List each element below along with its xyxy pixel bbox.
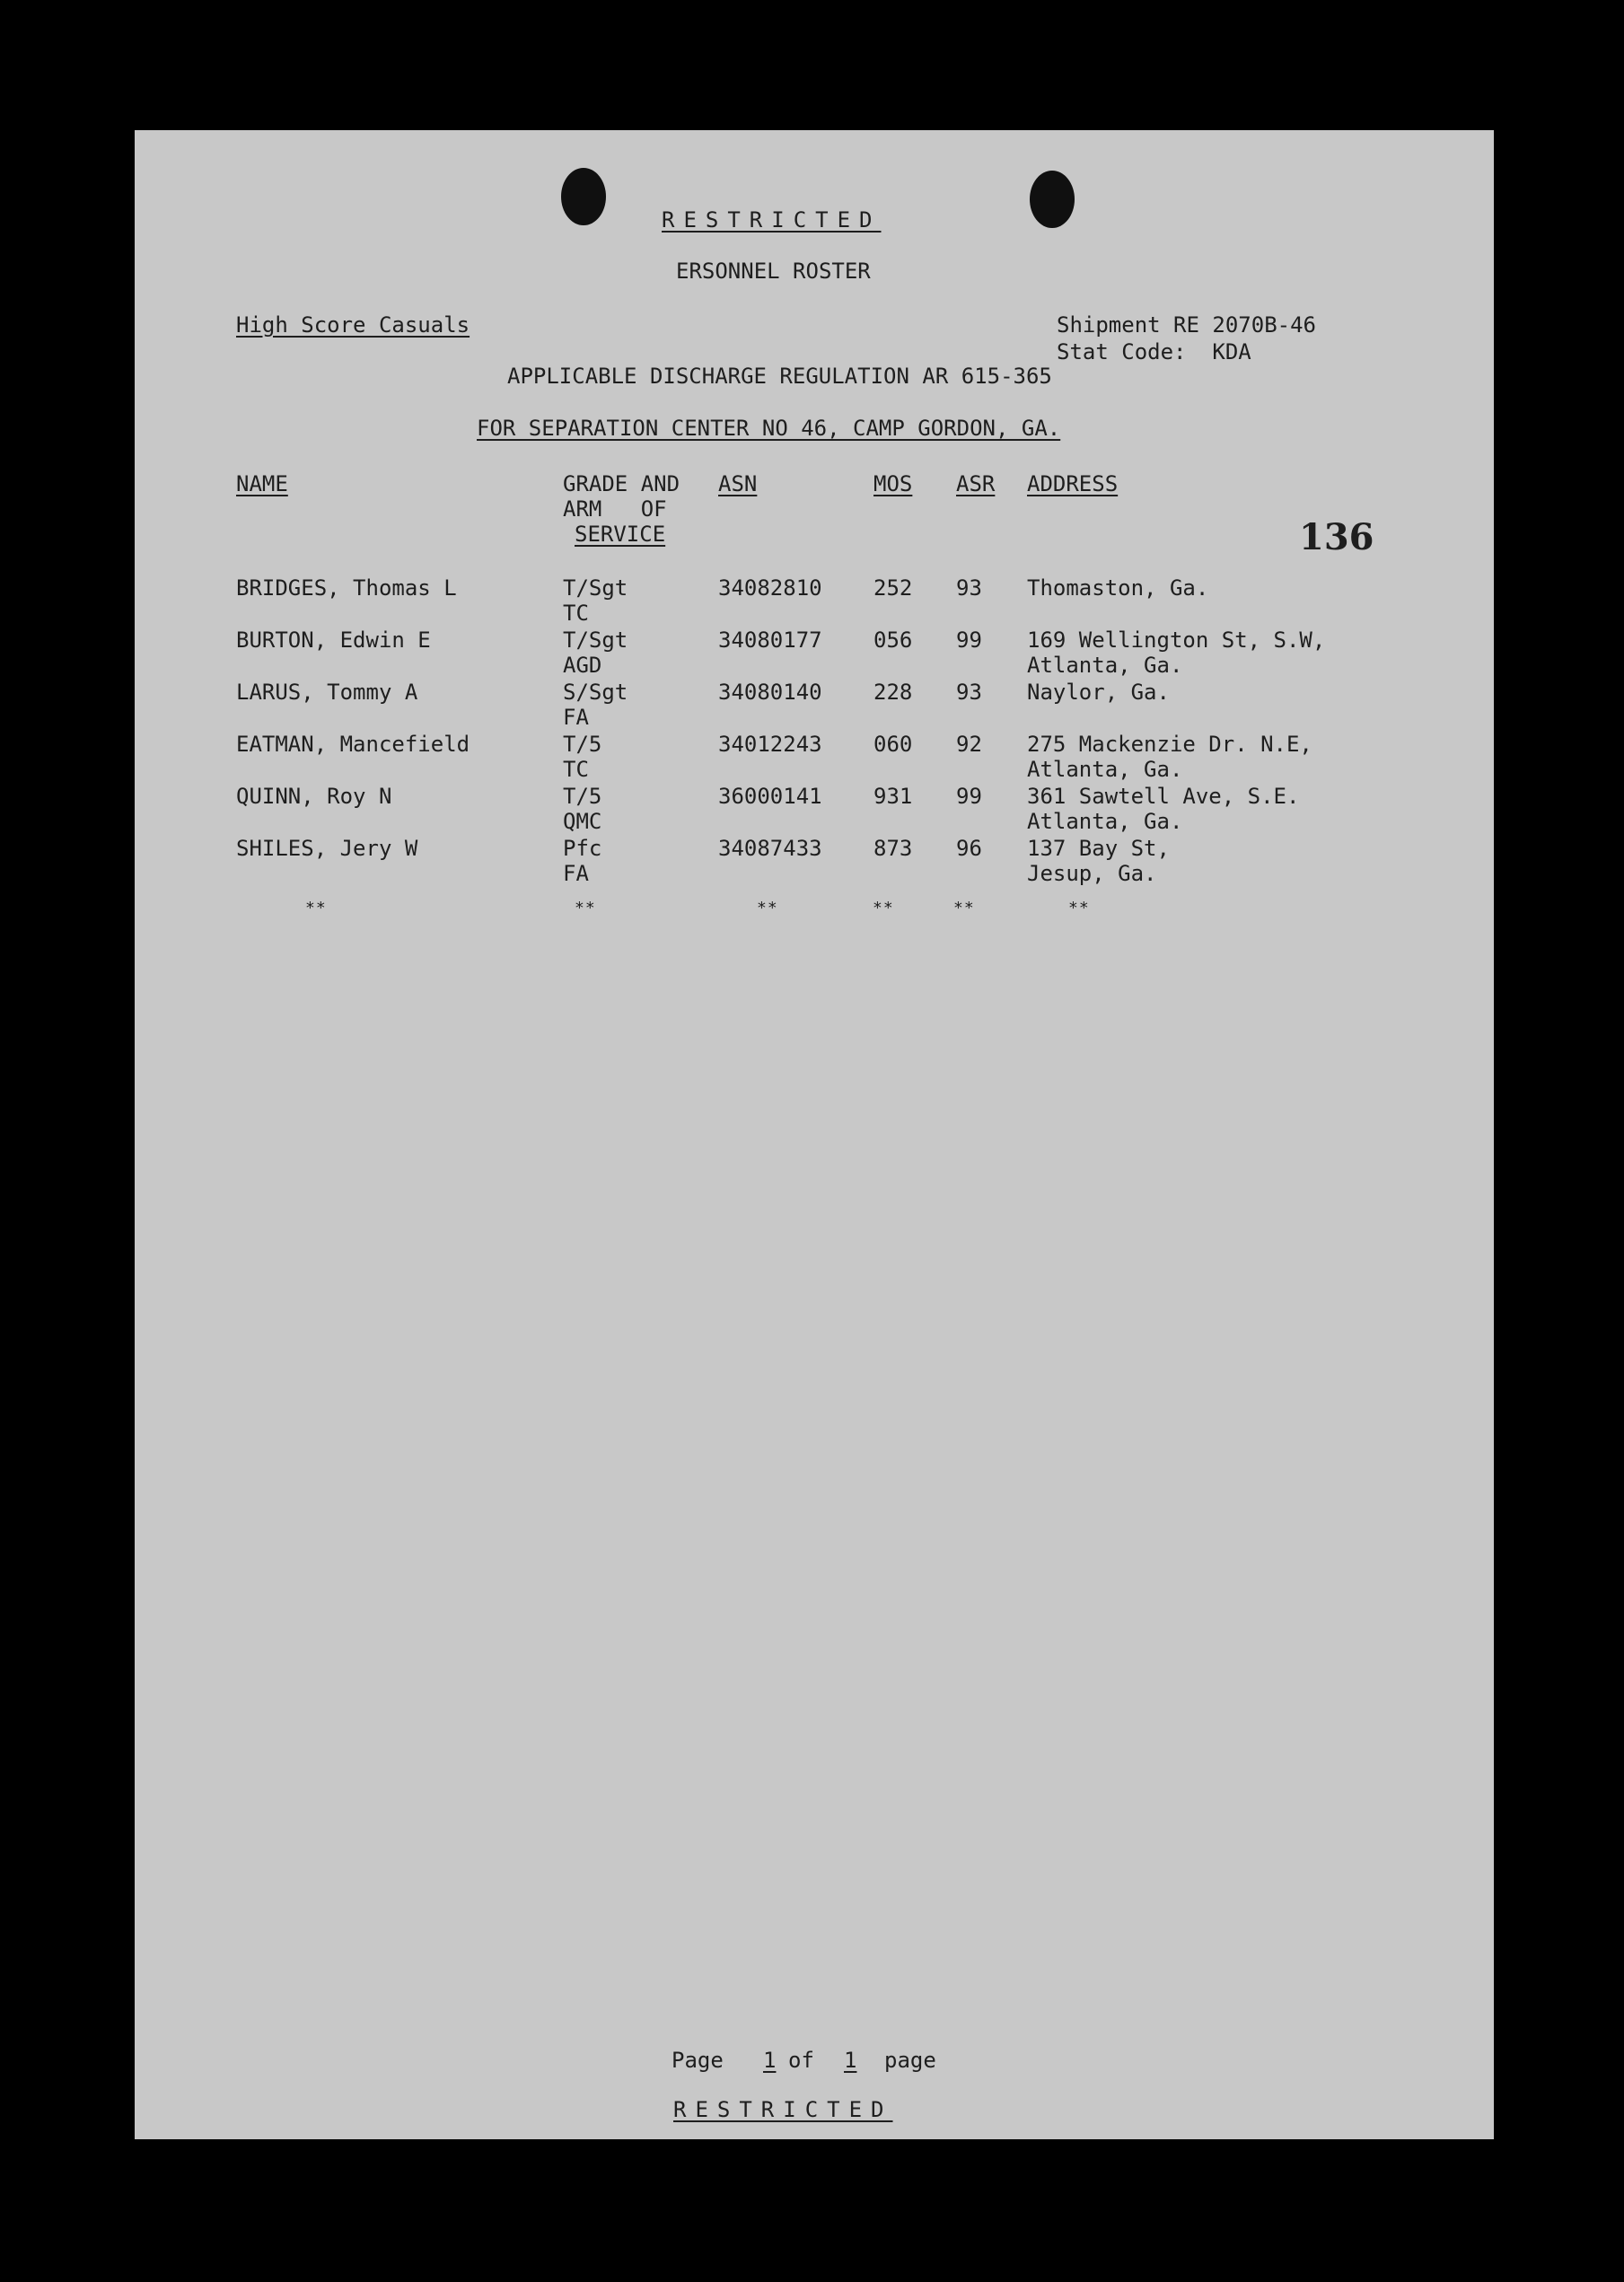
row-address-2: Jesup, Ga. [1027,861,1157,886]
punch-hole-right [1030,171,1075,228]
row-grade: T/5 [563,784,602,809]
end-mark-address: ** [1068,899,1090,917]
row-asn: 34012243 [718,732,822,757]
row-asn: 34080140 [718,680,822,705]
col-asr-header: ASR [956,471,996,496]
document-page [135,130,1494,2139]
col-mos-header: MOS [873,471,913,496]
row-name: EATMAN, Mancefield [236,732,470,757]
end-mark-mos: ** [873,899,894,917]
classification-top: RESTRICTED [662,207,882,233]
row-grade: T/Sgt [563,628,628,653]
end-mark-grade: ** [575,899,596,917]
col-name-header: NAME [236,471,288,496]
row-address-1: 275 Mackenzie Dr. N.E, [1027,732,1312,757]
group-label: High Score Casuals [236,312,470,338]
document-title: ERSONNEL ROSTER [676,259,871,284]
row-name: QUINN, Roy N [236,784,392,809]
row-mos: 252 [873,575,913,601]
row-asn: 34082810 [718,575,822,601]
row-name: BRIDGES, Thomas L [236,575,457,601]
stat-code: Stat Code: KDA [1057,339,1251,364]
page-prefix: Page [672,2048,724,2073]
row-asr: 99 [956,784,982,809]
row-arm: FA [563,861,589,886]
row-address-2: Atlanta, Ga. [1027,809,1183,834]
row-mos: 056 [873,628,913,653]
page-current: 1 [763,2048,777,2073]
row-grade: T/5 [563,732,602,757]
stamped-page-number: 136 [1299,516,1374,558]
row-asr: 92 [956,732,982,757]
row-address-1: Thomaston, Ga. [1027,575,1209,601]
row-address-1: 361 Sawtell Ave, S.E. [1027,784,1300,809]
punch-hole-left [561,168,606,225]
classification-bottom: RESTRICTED [673,2097,893,2122]
col-grade-header-2: ARM OF [563,496,667,522]
row-mos: 228 [873,680,913,705]
shipment-number: Shipment RE 2070B-46 [1057,312,1316,338]
row-asn: 34087433 [718,836,822,861]
row-address-2: Atlanta, Ga. [1027,653,1183,678]
row-asr: 96 [956,836,982,861]
end-mark-asn: ** [757,899,778,917]
row-asn: 34080177 [718,628,822,653]
row-asr: 93 [956,575,982,601]
page-suffix: page [884,2048,936,2073]
row-mos: 873 [873,836,913,861]
row-address-2: Atlanta, Ga. [1027,757,1183,782]
col-address-header: ADDRESS [1027,471,1119,496]
page-of: of [788,2048,814,2073]
col-grade-header-1: GRADE AND [563,471,680,496]
row-asr: 93 [956,680,982,705]
row-arm: TC [563,757,589,782]
col-grade-header-3: SERVICE [575,522,666,547]
row-address-1: 137 Bay St, [1027,836,1170,861]
end-mark-name: ** [305,899,327,917]
row-name: BURTON, Edwin E [236,628,431,653]
end-mark-asr: ** [953,899,975,917]
row-mos: 060 [873,732,913,757]
row-address-1: Naylor, Ga. [1027,680,1170,705]
row-grade: Pfc [563,836,602,861]
discharge-regulation: APPLICABLE DISCHARGE REGULATION AR 615-365 [507,364,1052,389]
page-total: 1 [844,2048,857,2073]
row-grade: S/Sgt [563,680,628,705]
row-arm: FA [563,705,589,730]
row-grade: T/Sgt [563,575,628,601]
row-mos: 931 [873,784,913,809]
row-name: SHILES, Jery W [236,836,418,861]
row-asn: 36000141 [718,784,822,809]
separation-center: FOR SEPARATION CENTER NO 46, CAMP GORDON, GA. [477,416,1061,441]
row-asr: 99 [956,628,982,653]
row-arm: QMC [563,809,602,834]
row-name: LARUS, Tommy A [236,680,418,705]
row-arm: TC [563,601,589,626]
row-address-1: 169 Wellington St, S.W, [1027,628,1326,653]
col-asn-header: ASN [718,471,758,496]
row-arm: AGD [563,653,602,678]
